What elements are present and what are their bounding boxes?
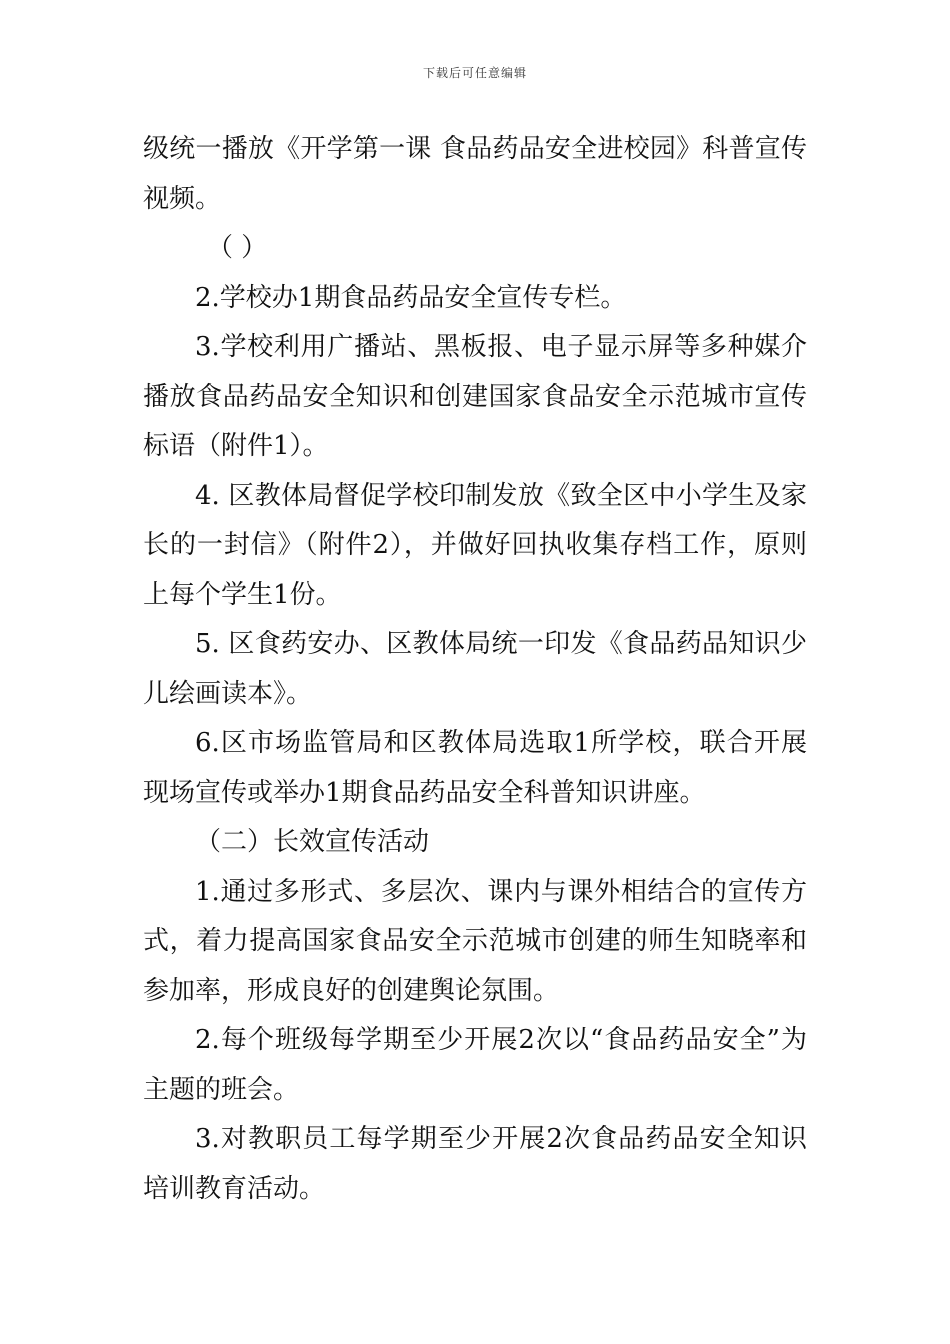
- paragraph-item-5: 5. 区食药安办、区教体局统一印发《食品药品知识少儿绘画读本》。: [143, 629, 807, 709]
- paragraph-long-term-1: 1.通过多形式、多层次、课内与课外相结合的宣传方式，着力提高国家食品安全示范城市创建的师生知晓率和参加率，形成良好的创建舆论氛围。: [143, 876, 807, 1006]
- paragraph-long-term-3: 3.对教职员工每学期至少开展2次食品药品安全知识培训教育活动。: [143, 1124, 807, 1204]
- paragraph-continuation: 级统一播放《开学第一课 食品药品安全进校园》科普宣传视频。: [143, 134, 807, 214]
- page-header: 下载后可任意编辑: [422, 66, 527, 80]
- paragraph-item-2: 2.学校办1期食品药品安全宣传专栏。: [195, 282, 627, 313]
- paragraph-empty-bracket: （ ）: [207, 233, 268, 263]
- paragraph-item-6: 6.区市场监管局和区教体局选取1所学校，联合开展现场宣传或举办1期食品药品安全科普知识讲座。: [143, 728, 807, 808]
- paragraph-item-3: 3.学校利用广播站、黑板报、电子显示屏等多种媒介播放食品药品安全知识和创建国家食品安全示范城市宣传标语（附件1）。: [143, 332, 807, 461]
- document-body: [143, 125, 807, 1214]
- section-heading-long-term: （二）长效宣传活动: [195, 827, 430, 857]
- paragraph-item-4: 4. 区教体局督促学校印制发放《致全区中小学生及家长的一封信》（附件2），并做好回执收集存档工作，原则上每个学生1份。: [143, 480, 807, 610]
- paragraph-long-term-2: 2.每个班级每学期至少开展2次以“食品药品安全”为主题的班会。: [143, 1025, 807, 1105]
